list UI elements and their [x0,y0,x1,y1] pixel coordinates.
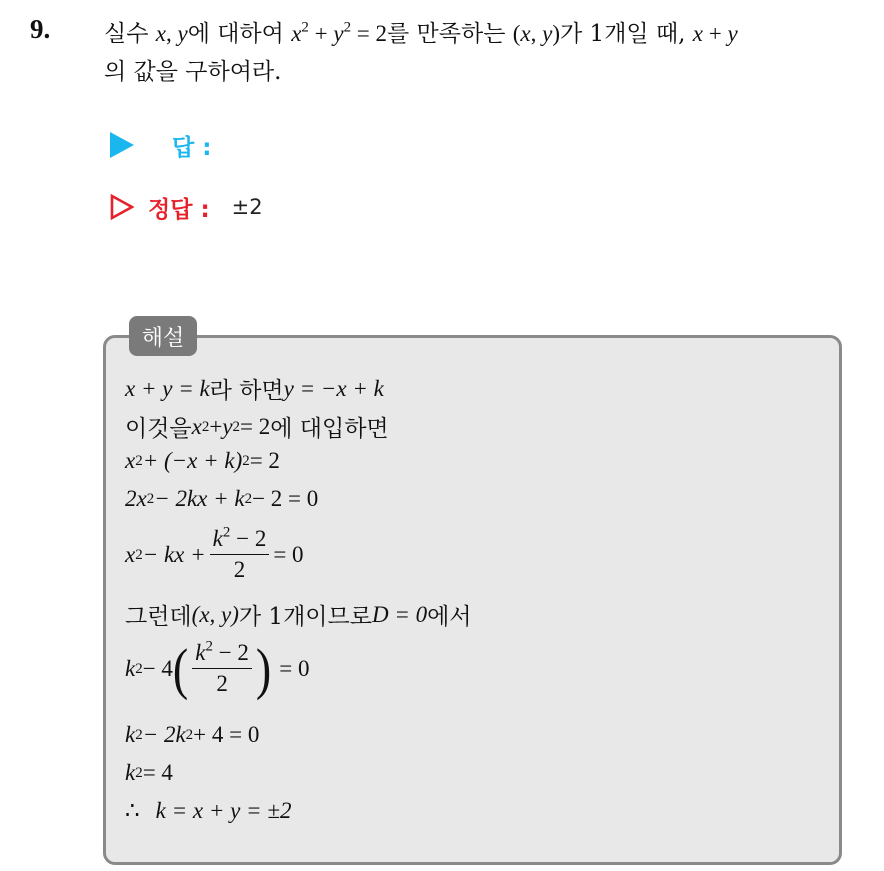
solution-line-1: x + y = k 라 하면 y = −x + k [125,375,384,404]
solution-line-9: k 2 = 4 [125,760,173,785]
outline-triangle-icon [110,194,134,220]
question-number: 9. [30,14,51,44]
solution-line-2: 이것을 x 2 + y 2 = 2 에 대입하면 [125,413,389,442]
answer-label: 답 : [172,134,212,161]
correct-answer-row [110,190,263,224]
solution-line-5: x 2 − kx + $\frac{k^2 - 2}{2}$ = 0 [125,524,304,582]
correct-answer-label: 정답 : [148,196,210,223]
answer-row [110,128,211,162]
solution-line-10: ∴ k = x + y = ±2 [125,798,292,823]
solution-line-6: 그런데 (x, y) 가 1개이므로 D = 0 에서 [125,601,472,630]
solution-line-3: x 2 + (−x + k) 2 = 2 [125,448,280,473]
solution-line-4: 2x 2 − 2kx + k 2 − 2 = 0 [125,486,319,511]
question-text: 실수 x, y에 대하여 $x^2 + y^2 = 2$를 만족하는 (x, y)가 1개일 때, x + y 의 값을 구하여라. [104,19,738,85]
correct-answer-value: ±2 [231,195,263,219]
fraction: $\frac{k^2 - 2}{2}$ [210,526,270,583]
solution-line-8: k 2 − 2k 2 + 4 = 0 [125,722,260,747]
solution-line-7: k 2 − 4 ( $\frac{k^2 - 2}{2}$ ) = 0 [125,636,310,700]
play-triangle-icon [110,132,134,158]
fraction: $\frac{k^2 - 2}{2}$ [192,640,252,697]
solution-tag: 해설 [129,316,197,356]
